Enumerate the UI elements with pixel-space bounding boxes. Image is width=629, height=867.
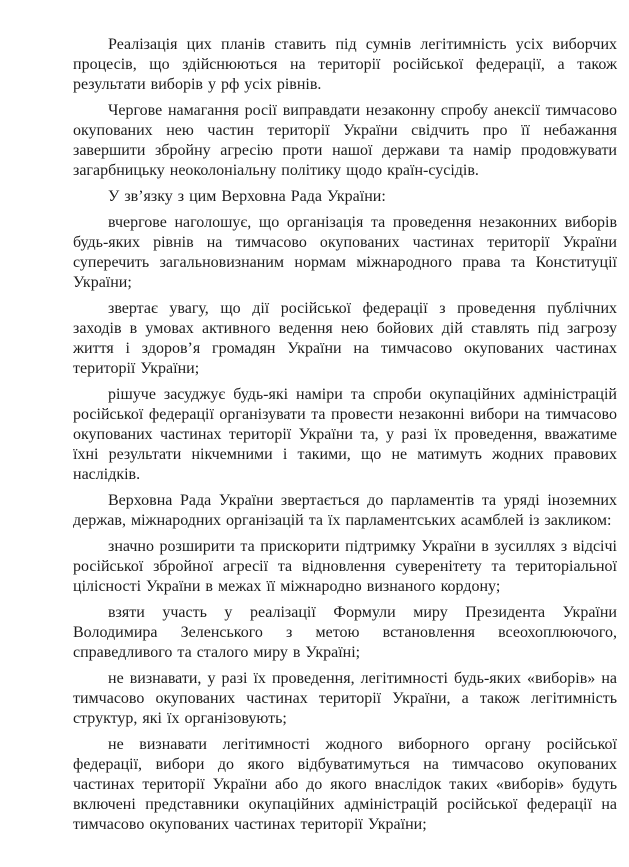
- paragraph-not-recognize-elected-bodies: не визнавати легітимності жодного виборного органу російської федерації, вибори до якого відбуватимуться на тимчасово окупованих частинах території України або до якого внаслідок таких «виборів» будуть включені представники окупаційних адміністрацій російської федерації на тимчасово окупованих частинах території України;: [73, 736, 617, 833]
- paragraph-strongly-condemns: рішуче засуджує будь-які наміри та спроби окупаційних адміністрацій російської федерації організувати та провести незаконні вибори на тимчасово окупованих частинах території України та, у разі їх проведення, вважатиме їхні результати нікчемними і такими, що не матимуть жодних правових наслідків.: [73, 386, 617, 483]
- paragraph-realization-of-plans: Реалізація цих планів ставить під сумнів легітимність усіх виборчих процесів, що здійснюються на території російської федерації, а також результати виборів у рф усіх рівнів.: [73, 36, 617, 93]
- paragraph-peace-formula: взяти участь у реалізації Формули миру Президента України Володимира Зеленського з метою встановлення всеохоплюючого, справедливого та сталого миру в Україні;: [73, 604, 617, 661]
- paragraph-appeal-to-parliaments: Верховна Рада України звертається до парламентів та уряді іноземних держав, міжнародних організацій та їх парламентських асамблей із закликом:: [73, 492, 617, 529]
- paragraph-not-recognize-elections: не визнавати, у разі їх проведення, легітимності будь-яких «виборів» на тимчасово окупованих частинах території України, а також легітимність структур, які їх організовують;: [73, 670, 617, 727]
- paragraph-expand-support: значно розширити та прискорити підтримку України в зусиллях з відсічі російської збройної агресії та відновлення суверенітету та територіальної цілісності України в межах її міжнародно визнаного кордону;: [73, 538, 617, 595]
- paragraph-draws-attention-public-events: звертає увагу, що дії російської федерації з проведення публічних заходів в умовах активного ведення нею бойових дій ставлять під загрозу життя і здоров’я громадян України на тимчасово окупованих частинах території України;: [73, 300, 617, 377]
- paragraph-emphasizes-illegal-elections: вчергове наголошує, що організація та проведення незаконних виборів будь-яких рівнів на тимчасово окупованих частинах території України суперечить загальновизнаним нормам міжнародного права та Конституції України;: [73, 214, 617, 291]
- paragraph-verkhovna-rada-intro: У зв’язку з цим Верховна Рада України:: [108, 188, 386, 205]
- paragraph-russia-attempt-annexation: Чергове намагання росії виправдати незаконну спробу анексії тимчасово окупованих нею частин території України свідчить про її небажання завершити збройну агресію проти нашої держави та намір продовжувати загарбницьку неоколоніальну політику щодо країн-сусідів.: [73, 102, 617, 179]
